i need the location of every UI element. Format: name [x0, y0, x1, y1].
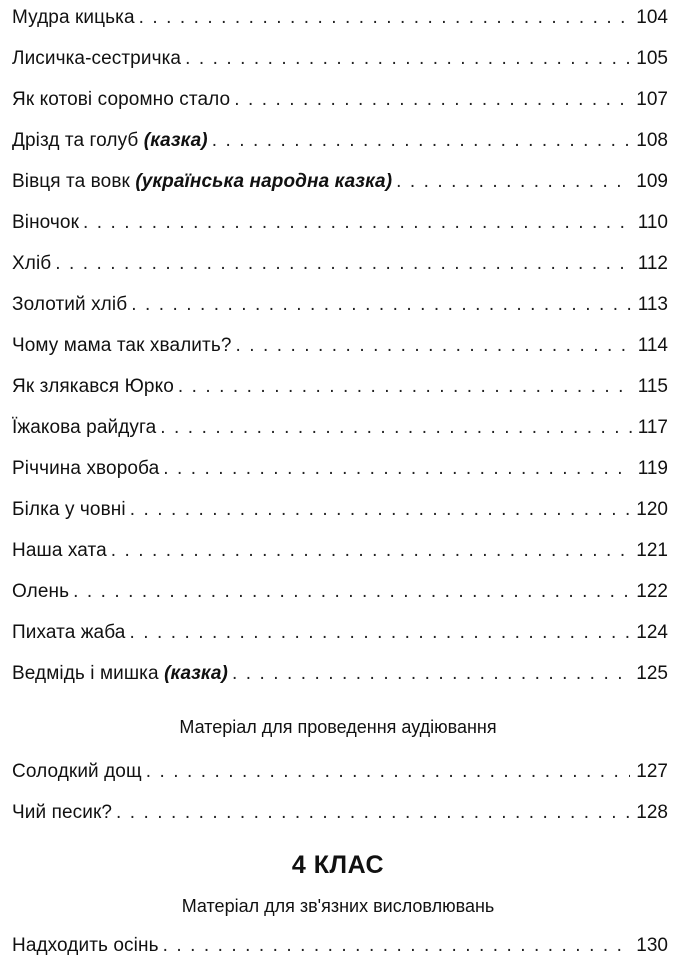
dot-leader: [139, 3, 631, 33]
dot-leader: [116, 798, 630, 828]
dot-leader: [83, 208, 632, 238]
dot-leader: [236, 331, 632, 361]
entry-page-number: 127: [636, 761, 668, 782]
entry-title: Хліб: [12, 253, 52, 274]
entry-title: Чому мама так хвалить?: [12, 335, 232, 356]
entry-title: Як котові соромно стало: [12, 89, 231, 110]
entry-page-number: 105: [636, 48, 668, 69]
dot-leader: [212, 126, 631, 156]
toc-entry-mudra-kytska: [12, 3, 668, 33]
toc-entry-yizhakova-raiduga: [12, 413, 668, 443]
entry-title: Солодкий дощ: [12, 761, 142, 782]
entry-page-number: 107: [636, 89, 668, 110]
dot-leader: [131, 290, 632, 320]
toc-entry-vedmid-i-myshka: [12, 659, 668, 689]
entry-page-number: 120: [636, 499, 668, 520]
toc-entry-vivtsia-ta-vovk: [12, 167, 668, 197]
entry-title: Річчина хвороба: [12, 458, 160, 479]
toc-entry-solodkyi-doshch: [12, 757, 668, 787]
toc-entry-nadkhodyt-osin: [12, 931, 668, 961]
entry-page-number: 104: [636, 7, 668, 28]
entry-page-number: 121: [636, 540, 668, 561]
entry-page-number: 130: [636, 935, 668, 956]
entry-title: Мудра кицька: [12, 7, 135, 28]
entry-page-number: 110: [637, 212, 668, 233]
dot-leader: [163, 931, 631, 961]
entry-page-number: 125: [636, 663, 668, 684]
toc-entry-khlib: [12, 249, 668, 279]
toc-entry-richchyna-khvoroba: [12, 454, 668, 484]
dot-leader: [160, 413, 631, 443]
section-heading-audio: Матеріал для проведення аудіювання: [179, 717, 497, 737]
entry-page-number: 108: [636, 130, 668, 151]
toc-entry-olen: [12, 577, 668, 607]
dot-leader: [73, 577, 630, 607]
entry-title: Ведмідь і мишка (казка): [12, 663, 228, 684]
entry-title: Пихата жаба: [12, 622, 126, 643]
toc-entry-vinochok: [12, 208, 668, 238]
entry-title: Білка у човні: [12, 499, 126, 520]
dot-leader: [129, 618, 630, 648]
toc-entry-zolotyi-khlib: [12, 290, 668, 320]
section-heading-speech: Матеріал для зв'язних висловлювань: [181, 896, 495, 916]
entry-title: Віночок: [12, 212, 80, 233]
toc-entry-bilka-u-chovni: [12, 495, 668, 525]
entry-title: Дрізд та голуб (казка): [12, 130, 208, 151]
entry-page-number: 122: [636, 581, 668, 602]
entry-page-number: 128: [636, 802, 668, 823]
dot-leader: [146, 757, 631, 787]
entry-title: Надходить осінь: [12, 935, 159, 956]
dot-leader: [130, 495, 631, 525]
toc-entry-chomu-mama-tak-khvalyt: [12, 331, 668, 361]
entry-page-number: 113: [637, 294, 668, 315]
entry-title: Наша хата: [12, 540, 107, 561]
toc-entry-drizd-ta-golub: [12, 126, 668, 156]
dot-leader: [234, 85, 630, 115]
dot-leader: [55, 249, 631, 279]
toc-entry-yak-zliakavsia-yurko: [12, 372, 668, 402]
entry-title: Їжакова райдуга: [12, 417, 157, 438]
entry-page-number: 117: [637, 417, 668, 438]
toc-entry-nasha-khata: [12, 536, 668, 566]
dot-leader: [185, 44, 630, 74]
entry-title: Вівця та вовк (українська народна казка): [12, 171, 393, 192]
entry-title: Лисичка-сестричка: [12, 48, 182, 69]
toc-entry-yak-kotovi-soromno-stalo: [12, 85, 668, 115]
entry-page-number: 114: [637, 335, 668, 356]
entry-title: Олень: [12, 581, 70, 602]
toc-entry-chyi-pesyk: [12, 798, 668, 828]
grade-heading: 4 КЛАС: [291, 851, 385, 879]
entry-page-number: 124: [636, 622, 668, 643]
entry-page-number: 119: [637, 458, 668, 479]
toc-entry-pykhata-zhaba: [12, 618, 668, 648]
dot-leader: [232, 659, 630, 689]
dot-leader: [163, 454, 631, 484]
entry-title: Золотий хліб: [12, 294, 128, 315]
dot-leader: [178, 372, 632, 402]
entry-page-number: 109: [636, 171, 668, 192]
entry-title: Чий песик?: [12, 802, 113, 823]
entry-title: Як злякався Юрко: [12, 376, 174, 397]
entry-page-number: 112: [637, 253, 668, 274]
entry-page-number: 115: [637, 376, 668, 397]
toc-entry-lysychka-sestrychka: [12, 44, 668, 74]
dot-leader: [111, 536, 631, 566]
dot-leader: [396, 167, 630, 197]
